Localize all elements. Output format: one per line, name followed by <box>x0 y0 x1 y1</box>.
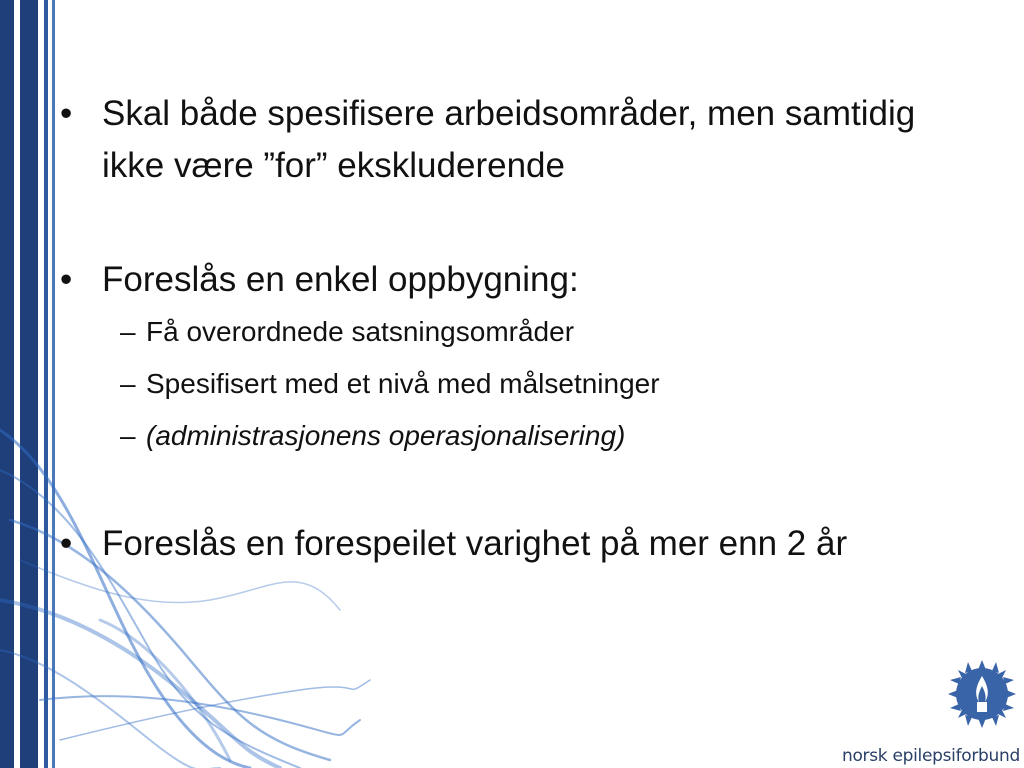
sub-bullet-dash: – <box>120 420 136 451</box>
bullet-dot: • <box>60 260 73 299</box>
bullet-text: Foreslås en enkel oppbygning: <box>102 260 579 299</box>
sub-bullet-item <box>60 410 960 462</box>
bullet-dot: • <box>60 94 73 133</box>
sub-bullet-text: Spesifisert med et nivå med målsetninger <box>146 368 660 399</box>
bullet-text: Skal både spesifisere arbeidsområder, men samtidig ikke være ”for” ekskluderende <box>102 94 916 185</box>
sub-bullet-text: (administrasjonens operasjonalisering) <box>146 420 626 451</box>
logo <box>824 658 1024 768</box>
sub-bullet-dash: – <box>120 368 136 399</box>
sun-flame-icon <box>946 658 1018 730</box>
sub-bullet-item <box>60 358 960 410</box>
sub-bullet-item <box>60 306 960 358</box>
bullet-item <box>60 254 960 306</box>
sub-bullet-dash: – <box>120 316 136 347</box>
bullet-dot: • <box>60 524 73 563</box>
bullet-text: Foreslås en forespeilet varighet på mer enn 2 år <box>102 524 848 563</box>
sub-bullet-text: Få overordnede satsningsområder <box>146 316 575 347</box>
slide-content <box>60 88 960 570</box>
bullet-item <box>60 518 960 570</box>
logo-text: norsk epilepsiforbund <box>841 746 1020 766</box>
bullet-item <box>60 88 960 192</box>
